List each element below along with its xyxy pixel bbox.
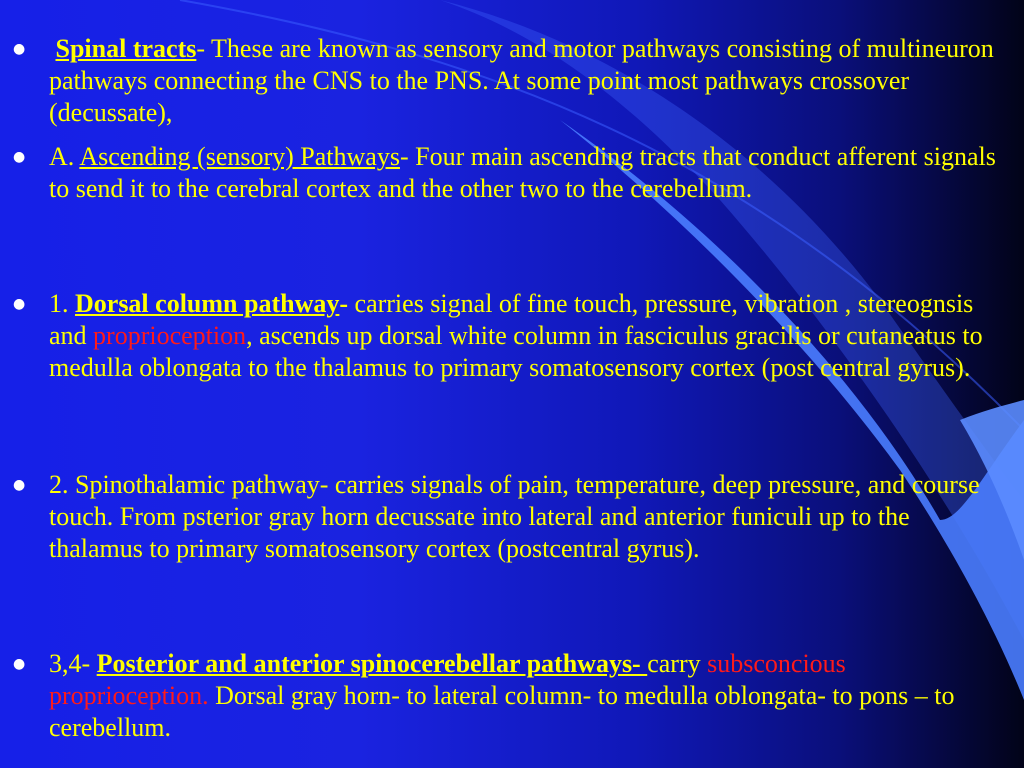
dorsal-column-text-b: , ascends up dorsal white column in fasciculus gracilis or cutaneatus to medulla oblongata to the thalamus to primary somatosensory cortex (post central gyrus). — [49, 321, 983, 382]
dorsal-column-title-suffix: - — [339, 289, 349, 318]
dorsal-column-title: Dorsal column pathway — [75, 289, 340, 318]
bullet-dot-icon: ● — [13, 296, 26, 312]
bullet-dot-icon: ● — [13, 477, 26, 493]
bullet-spinocerebellar-pathways — [13, 648, 999, 744]
bullet-spinal-tracts — [13, 33, 999, 129]
spinocerebellar-title: Posterior and anterior spinocerebellar pathways- — [96, 649, 648, 678]
dorsal-column-highlight: proprioception — [93, 321, 247, 350]
spinocerebellar-text-a: carry — [647, 649, 708, 678]
ascending-pathways-text: - Four main ascending tracts that conduct afferent signals to send it to the cerebral cortex and the other two to the cerebellum. — [49, 142, 996, 203]
ascending-prefix: A. — [49, 142, 80, 171]
spinal-tracts-title: Spinal tracts — [55, 34, 197, 63]
bullet-dot-icon: ● — [13, 41, 26, 57]
bullet-dot-icon: ● — [13, 149, 26, 165]
spinocerebellar-prefix: 3,4- — [49, 649, 97, 678]
dorsal-prefix: 1. — [49, 289, 75, 318]
dorsal-column-text-a: carries signal of fine touch, pressure, vibration , stereognsis and — [49, 289, 974, 350]
bullet-spinothalamic-pathway — [13, 469, 999, 565]
spinocerebellar-highlight: subsconcious proprioception. — [49, 649, 846, 710]
ascending-pathways-title: Ascending (sensory) Pathways — [79, 142, 400, 171]
bullet-ascending-pathways — [13, 141, 999, 205]
bullet-dorsal-column-pathway — [13, 288, 999, 384]
bullet-dot-icon: ● — [13, 656, 26, 672]
spinocerebellar-text-b: Dorsal gray horn- to lateral column- to medulla oblongata- to pons – to cerebellum. — [49, 681, 955, 742]
spinothalamic-text: 2. Spinothalamic pathway- carries signals of pain, temperature, deep pressure, and course touch. From psterior gray horn decussate into lateral and anterior funiculi up to the thalamus to primary somatosensory cortex (postcentral gyrus). — [49, 470, 980, 563]
spinal-tracts-text: - These are known as sensory and motor pathways consisting of multineuron pathways connecting the CNS to the PNS. At some point most pathways crossover (decussate), — [49, 34, 994, 127]
